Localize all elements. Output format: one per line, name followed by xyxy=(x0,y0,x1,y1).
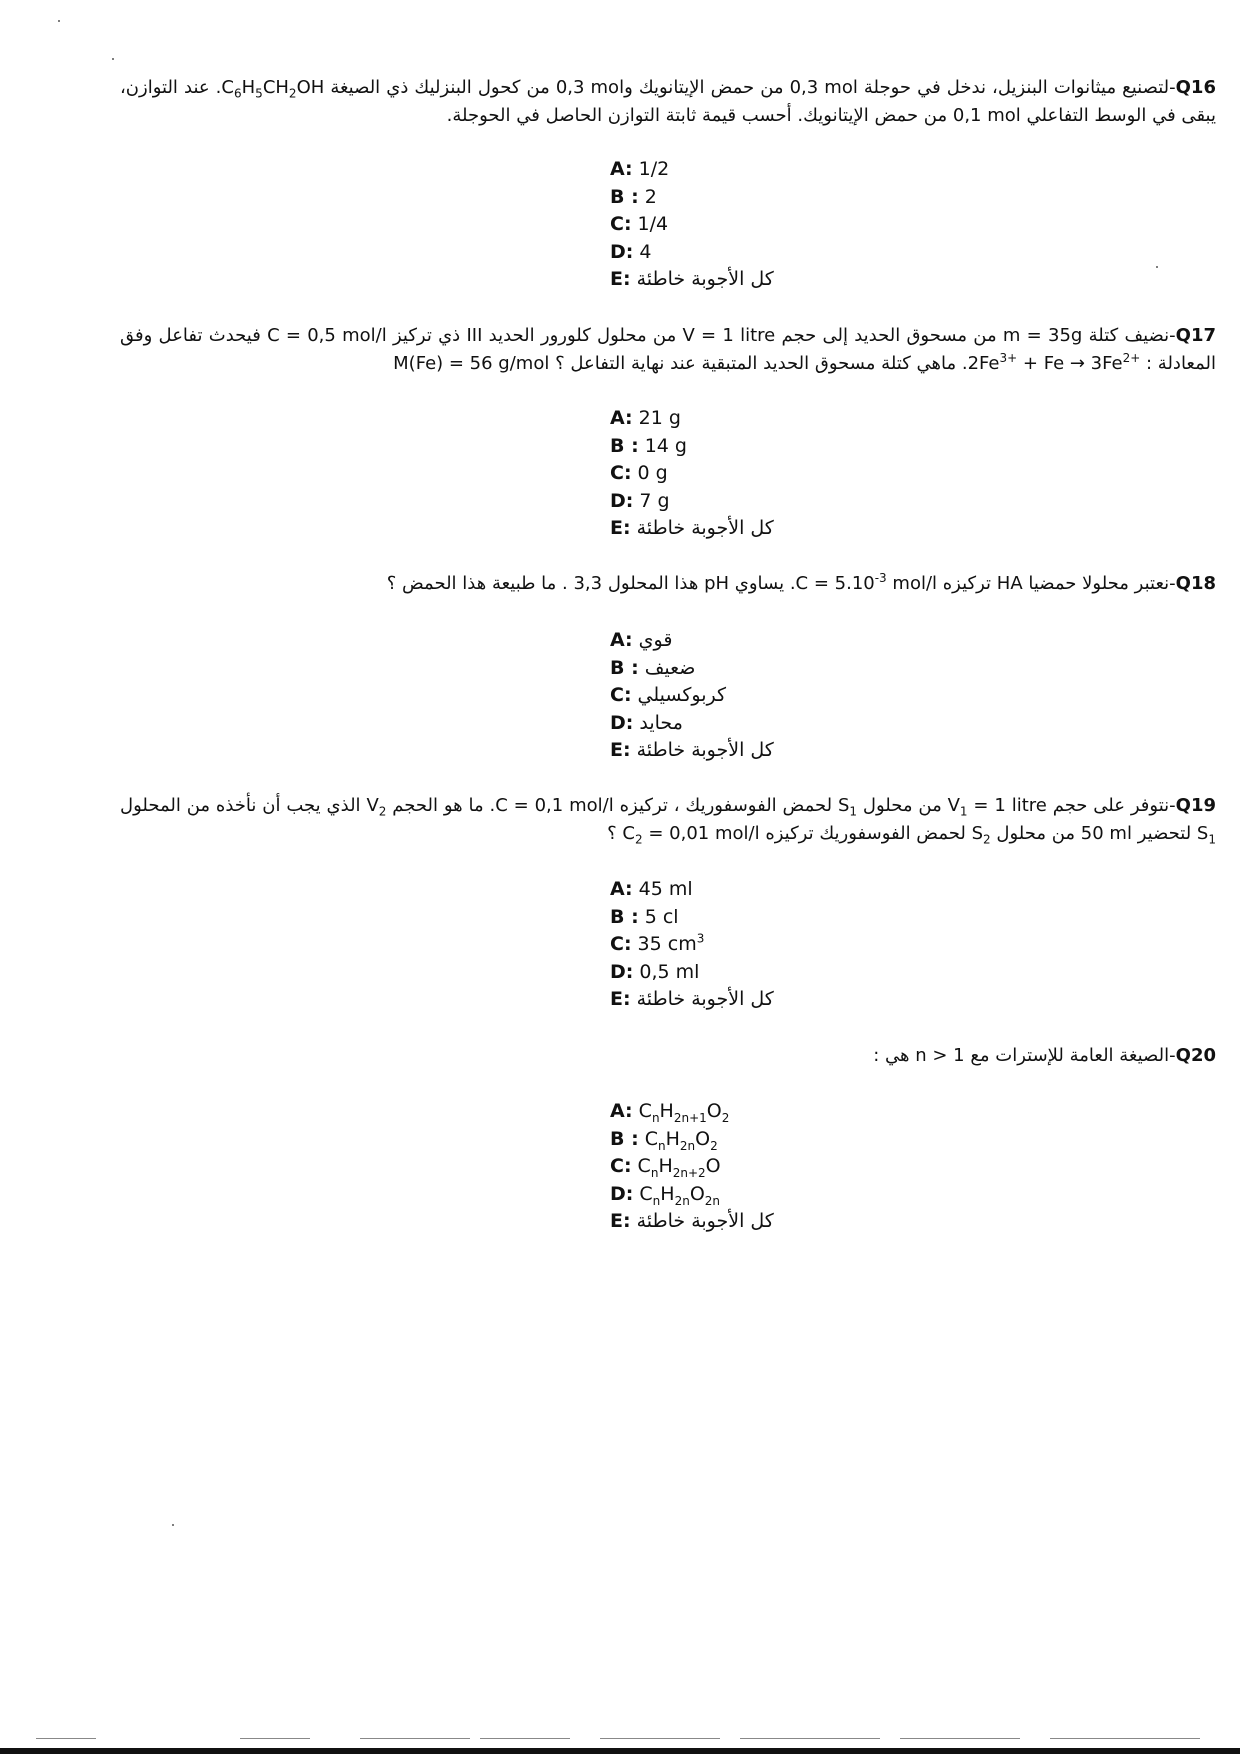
question-q18: Q18-نعتبر محلولا حمضيا HA تركيزه $C = 5.10^{-3}$ mol/l. يساوي pH هذا المحلول 3,3 . ما طبيعة هذا الحمض ؟ xyxy=(386,571,1216,594)
option-letter: C: xyxy=(610,462,632,484)
answer-option[interactable] xyxy=(610,156,910,184)
option-letter: C: xyxy=(610,933,632,955)
option-letter: A: xyxy=(610,878,633,900)
option-letter: D: xyxy=(610,960,634,983)
option-letter: B : xyxy=(610,656,639,679)
scan-edge-dashes xyxy=(0,1738,1240,1739)
option-text: 2 xyxy=(644,185,657,208)
answer-option[interactable] xyxy=(610,876,910,904)
scan-speck xyxy=(1156,266,1158,268)
answer-option[interactable] xyxy=(610,1181,910,1209)
answer-option[interactable] xyxy=(610,488,910,516)
option-text: قوي xyxy=(638,629,673,651)
option-text: $C_nH_{2n}O_2$ xyxy=(644,1127,718,1153)
answer-option[interactable] xyxy=(610,1208,910,1236)
question-text: نعتبر محلولا حمضيا HA تركيزه $C = 5.10^{-3}$ mol/l. يساوي pH هذا المحلول 3,3 . ما طبيعة هذا الحمض ؟ xyxy=(386,571,1170,594)
option-letter: D: xyxy=(610,1182,634,1205)
question-number: Q20 xyxy=(1175,1045,1216,1066)
question-text: نتوفر على حجم $V_1 = 1$ litre من محلول $S_1$ لحمض الفوسفوريك ، تركيزه C = 0,1 mol/l. ما هو الحجم $V_2$ الذي يجب أن نأخذه من المحلول $S_1$ لتحضير 50 ml من محلول $S_2$ لحمض الفوسفوريك تركيزه $C_2 = 0,01$ mol/l ؟ xyxy=(120,795,1216,847)
options-q20 xyxy=(610,1098,910,1236)
option-text: 21 g xyxy=(638,407,681,429)
answer-option[interactable] xyxy=(610,1098,910,1126)
question-q16: Q16-لتصنيع ميثانوات البنزيل، ندخل في حوجلة 0,3 mol من حمض الإيتانويك و0,3 mol من كحول البنزليك ذي الصيغة $C_6H_5CH_2OH$. عند التوازن، يبقى في الوسط التفاعلي 0,1 mol من حمض الإيتانويك. أحسب قيمة ثابتة التوازن الحاصل في الحوجلة. xyxy=(120,77,1216,126)
option-text: محايد xyxy=(639,711,683,734)
option-text: $C_nH_{2n+2}O$ xyxy=(637,1155,721,1180)
answer-option[interactable] xyxy=(610,266,910,294)
scan-bottom-edge xyxy=(0,1748,1240,1754)
answer-option[interactable] xyxy=(610,682,910,710)
scan-speck xyxy=(112,58,114,60)
option-text: 45 ml xyxy=(638,878,693,900)
option-text: كل الأجوبة خاطئة xyxy=(636,517,774,539)
answer-option[interactable] xyxy=(610,184,910,212)
question-q17: Q17-نضيف كتلة m = 35g من مسحوق الحديد إلى حجم V = 1 litre من محلول كلورور الحديد III ذي تركيز C = 0,5 mol/l فيحدث تفاعل وفق المعادلة : $2Fe^{3+} + Fe \to 3Fe^{2+}$. ماهي كتلة مسحوق الحديد المتبقية عند نهاية التفاعل ؟ M(Fe) = 56 g/mol xyxy=(120,325,1216,374)
option-text: 1/2 xyxy=(638,158,670,180)
answer-option[interactable] xyxy=(610,211,910,239)
answer-option[interactable] xyxy=(610,627,910,655)
answer-option[interactable] xyxy=(610,433,910,461)
option-text: كربوكسيلي xyxy=(637,684,727,706)
question-number: Q18 xyxy=(1175,573,1216,594)
answer-option[interactable] xyxy=(610,986,910,1014)
option-letter: A: xyxy=(610,407,633,429)
answer-option[interactable] xyxy=(610,460,910,488)
option-text: 14 g xyxy=(644,434,687,457)
answer-option[interactable] xyxy=(610,239,910,267)
option-letter: A: xyxy=(610,158,633,180)
option-letter: C: xyxy=(610,213,632,235)
question-text: الصيغة العامة للإسترات مع n > 1 هي : xyxy=(873,1045,1170,1066)
option-letter: E: xyxy=(610,1210,631,1232)
option-letter: C: xyxy=(610,684,632,706)
option-letter: D: xyxy=(610,240,634,263)
scan-speck xyxy=(58,20,60,22)
scan-speck xyxy=(172,1524,174,1526)
answer-option[interactable] xyxy=(610,1153,910,1181)
answer-option[interactable] xyxy=(610,405,910,433)
option-text: $C_nH_{2n}O_{2n}$ xyxy=(639,1182,721,1208)
option-text: 5 cl xyxy=(644,905,679,928)
option-text: كل الأجوبة خاطئة xyxy=(636,268,774,290)
question-q20: Q20-الصيغة العامة للإسترات مع n > 1 هي : xyxy=(873,1045,1216,1066)
option-letter: B : xyxy=(610,185,639,208)
options-q16 xyxy=(610,156,910,294)
option-text: 7 g xyxy=(639,489,670,512)
answer-option[interactable] xyxy=(610,1126,910,1154)
answer-option[interactable] xyxy=(610,655,910,683)
answer-option[interactable] xyxy=(610,959,910,987)
option-text: 35 $cm^3$ xyxy=(637,931,705,955)
option-letter: E: xyxy=(610,739,631,761)
options-q19 xyxy=(610,876,910,1014)
answer-option[interactable] xyxy=(610,515,910,543)
option-letter: D: xyxy=(610,489,634,512)
option-letter: E: xyxy=(610,517,631,539)
option-text: 1/4 xyxy=(637,213,669,235)
option-text: 0 g xyxy=(637,462,668,484)
option-text: $C_nH_{2n+1}O_2$ xyxy=(638,1100,730,1125)
answer-option[interactable] xyxy=(610,931,910,959)
option-letter: E: xyxy=(610,988,631,1010)
option-letter: A: xyxy=(610,1100,633,1122)
answer-option[interactable] xyxy=(610,737,910,765)
option-letter: E: xyxy=(610,268,631,290)
option-letter: B : xyxy=(610,1127,639,1150)
question-text: نضيف كتلة m = 35g من مسحوق الحديد إلى حجم V = 1 litre من محلول كلورور الحديد III ذي تركيز C = 0,5 mol/l فيحدث تفاعل وفق المعادلة : $2Fe^{3+} + Fe \to 3Fe^{2+}$. ماهي كتلة مسحوق الحديد المتبقية عند نهاية التفاعل ؟ M(Fe) = 56 g/mol xyxy=(120,325,1216,374)
option-text: 0,5 ml xyxy=(639,960,700,983)
option-text: ضعيف xyxy=(644,656,696,679)
option-letter: B : xyxy=(610,905,639,928)
question-q19: Q19-نتوفر على حجم $V_1 = 1$ litre من محلول $S_1$ لحمض الفوسفوريك ، تركيزه C = 0,1 mol/l. ما هو الحجم $V_2$ الذي يجب أن نأخذه من المحلول $S_1$ لتحضير 50 ml من محلول $S_2$ لحمض الفوسفوريك تركيزه $C_2 = 0,01$ mol/l ؟ xyxy=(120,795,1217,847)
option-text: كل الأجوبة خاطئة xyxy=(636,988,774,1010)
answer-option[interactable] xyxy=(610,904,910,932)
answer-option[interactable] xyxy=(610,710,910,738)
option-letter: B : xyxy=(610,434,639,457)
question-number: Q19 xyxy=(1175,795,1217,816)
option-text: كل الأجوبة خاطئة xyxy=(636,1210,774,1232)
option-letter: C: xyxy=(610,1155,632,1177)
options-q17 xyxy=(610,405,910,543)
question-number: Q17 xyxy=(1175,325,1216,346)
option-letter: A: xyxy=(610,629,633,651)
question-number: Q16 xyxy=(1175,77,1216,98)
options-q18 xyxy=(610,627,910,765)
option-letter: D: xyxy=(610,711,634,734)
option-text: 4 xyxy=(639,240,652,263)
question-text: لتصنيع ميثانوات البنزيل، ندخل في حوجلة 0,3 mol من حمض الإيتانويك و0,3 mol من كحول البنزليك ذي الصيغة $C_6H_5CH_2OH$. عند التوازن، يبقى في الوسط التفاعلي 0,1 mol من حمض الإيتانويك. أحسب قيمة ثابتة التوازن الحاصل في الحوجلة. xyxy=(120,77,1216,126)
option-text: كل الأجوبة خاطئة xyxy=(636,739,774,761)
